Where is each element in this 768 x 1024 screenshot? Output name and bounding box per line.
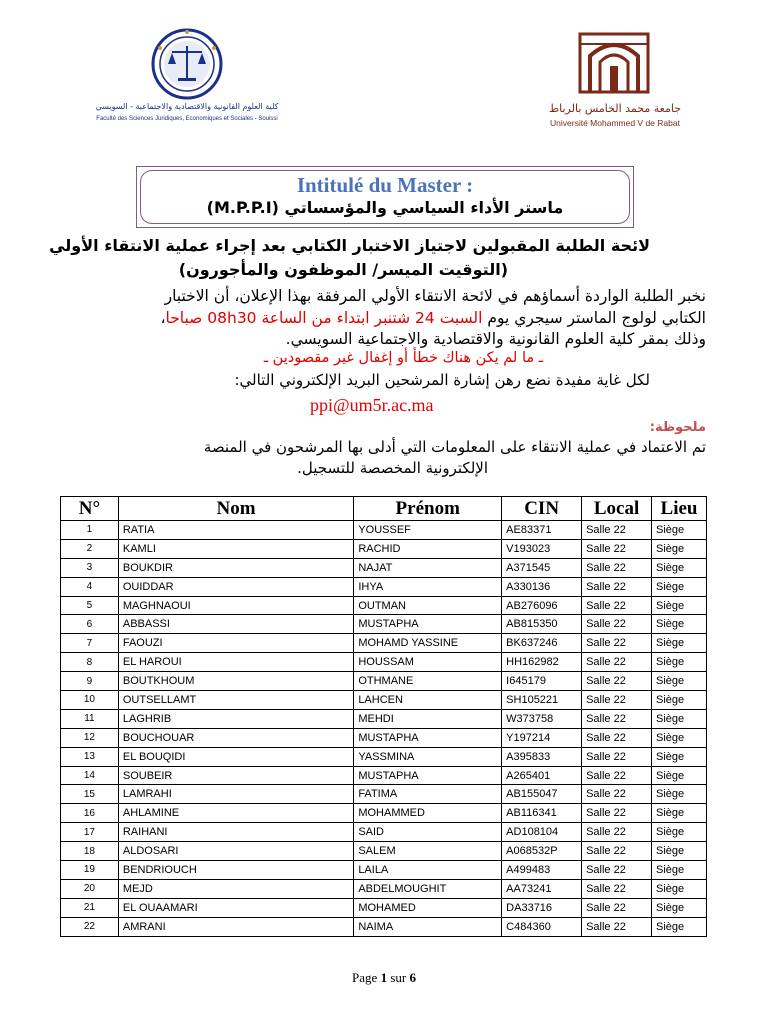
- header-local: Local: [582, 497, 652, 521]
- row-local: Salle 22: [582, 558, 652, 577]
- row-cin: AB155047: [502, 785, 582, 804]
- row-cin: A499483: [502, 861, 582, 880]
- sur-label: sur: [390, 970, 407, 985]
- row-local: Salle 22: [582, 691, 652, 710]
- row-nom: SOUBEIR: [118, 766, 353, 785]
- university-caption-ar: جامعة محمد الخامس بالرباط: [548, 102, 682, 115]
- note-line-2: الإلكترونية المخصصة للتسجيل.: [297, 459, 488, 477]
- table-body: [61, 521, 707, 937]
- row-cin: AB116341: [502, 804, 582, 823]
- row-number: 3: [61, 558, 119, 577]
- row-local: Salle 22: [582, 615, 652, 634]
- row-nom: ABBASSI: [118, 615, 353, 634]
- row-nom: RATIA: [118, 521, 353, 540]
- table-row: [61, 823, 707, 842]
- row-cin: A371545: [502, 558, 582, 577]
- row-prenom: MOHAMMED: [354, 804, 502, 823]
- row-nom: ALDOSARI: [118, 842, 353, 861]
- row-nom: LAGHRIB: [118, 709, 353, 728]
- faculty-caption-fr: Faculté des Sciences Juridiques, Economiques et Sociales - Souissi: [96, 116, 278, 122]
- master-title-inner: [140, 170, 630, 224]
- row-nom: EL BOUQIDI: [118, 747, 353, 766]
- row-prenom: NAIMA: [354, 917, 502, 936]
- row-cin: V193023: [502, 539, 582, 558]
- table-row: [61, 747, 707, 766]
- row-lieu: Siège: [652, 823, 707, 842]
- row-local: Salle 22: [582, 653, 652, 672]
- row-local: Salle 22: [582, 596, 652, 615]
- row-lieu: Siège: [652, 539, 707, 558]
- row-local: Salle 22: [582, 804, 652, 823]
- table-row: [61, 653, 707, 672]
- table-row: [61, 521, 707, 540]
- row-number: 14: [61, 766, 119, 785]
- row-lieu: Siège: [652, 898, 707, 917]
- row-local: Salle 22: [582, 634, 652, 653]
- note-label: ملحوظة:: [649, 420, 706, 435]
- table-row: [61, 634, 707, 653]
- row-number: 10: [61, 691, 119, 710]
- row-prenom: MUSTAPHA: [354, 615, 502, 634]
- row-number: 20: [61, 879, 119, 898]
- row-nom: FAOUZI: [118, 634, 353, 653]
- university-logo: [540, 30, 690, 130]
- row-number: 6: [61, 615, 119, 634]
- row-local: Salle 22: [582, 842, 652, 861]
- row-lieu: Siège: [652, 653, 707, 672]
- row-cin: AE83371: [502, 521, 582, 540]
- row-number: 15: [61, 785, 119, 804]
- row-lieu: Siège: [652, 728, 707, 747]
- announcement-line-2: [160, 309, 706, 327]
- contact-email-link[interactable]: ppi@um5r.ac.ma: [310, 395, 434, 415]
- header-cin: CIN: [502, 497, 582, 521]
- row-cin: C484360: [502, 917, 582, 936]
- announcement-line-2-start: الكتابي لولوج الماستر سيجري يوم: [487, 309, 706, 327]
- row-cin: AB815350: [502, 615, 582, 634]
- header-prenom: Prénom: [354, 497, 502, 521]
- table-row: [61, 842, 707, 861]
- announcement-line-2-end: ،: [160, 309, 166, 327]
- row-lieu: Siège: [652, 596, 707, 615]
- row-cin: Y197214: [502, 728, 582, 747]
- table-row: [61, 596, 707, 615]
- row-number: 11: [61, 709, 119, 728]
- row-lieu: Siège: [652, 672, 707, 691]
- row-cin: AD108104: [502, 823, 582, 842]
- row-local: Salle 22: [582, 747, 652, 766]
- row-prenom: LAHCEN: [354, 691, 502, 710]
- row-lieu: Siège: [652, 861, 707, 880]
- row-lieu: Siège: [652, 691, 707, 710]
- row-prenom: ABDELMOUGHIT: [354, 879, 502, 898]
- row-cin: A265401: [502, 766, 582, 785]
- total-pages: 6: [409, 970, 416, 985]
- row-number: 5: [61, 596, 119, 615]
- contact-text: لكل غاية مفيدة نضع رهن إشارة المرشحين البريد الإلكتروني التالي:: [234, 371, 650, 389]
- table-row: [61, 785, 707, 804]
- row-prenom: FATIMA: [354, 785, 502, 804]
- table-row: [61, 728, 707, 747]
- row-lieu: Siège: [652, 917, 707, 936]
- header-number: N°: [61, 497, 119, 521]
- row-cin: AA73241: [502, 879, 582, 898]
- list-heading: لائحة الطلبة المقبولين لاجتياز الاختبار الكتابي بعد إجراء عملية الانتقاء الأولي: [49, 236, 650, 255]
- row-prenom: SAID: [354, 823, 502, 842]
- university-caption-fr: Université Mohammed V de Rabat: [550, 118, 680, 128]
- row-number: 8: [61, 653, 119, 672]
- header-nom: Nom: [118, 497, 353, 521]
- page-footer: [0, 970, 768, 986]
- row-nom: RAIHANI: [118, 823, 353, 842]
- row-nom: BOUCHOUAR: [118, 728, 353, 747]
- row-number: 2: [61, 539, 119, 558]
- row-prenom: SALEM: [354, 842, 502, 861]
- row-number: 9: [61, 672, 119, 691]
- row-local: Salle 22: [582, 521, 652, 540]
- table-row: [61, 691, 707, 710]
- row-number: 17: [61, 823, 119, 842]
- row-number: 22: [61, 917, 119, 936]
- row-number: 16: [61, 804, 119, 823]
- row-nom: EL HAROUI: [118, 653, 353, 672]
- row-lieu: Siège: [652, 804, 707, 823]
- row-local: Salle 22: [582, 709, 652, 728]
- row-nom: EL OUAAMARI: [118, 898, 353, 917]
- announcement-line-3: وذلك بمقر كلية العلوم القانونية والاقتصادية والاجتماعية السويسي.: [285, 330, 706, 348]
- row-nom: OUIDDAR: [118, 577, 353, 596]
- row-local: Salle 22: [582, 728, 652, 747]
- row-number: 12: [61, 728, 119, 747]
- row-prenom: MOHAMED: [354, 898, 502, 917]
- row-cin: DA33716: [502, 898, 582, 917]
- table-row: [61, 766, 707, 785]
- table-row: [61, 879, 707, 898]
- row-cin: SH105221: [502, 691, 582, 710]
- row-prenom: MUSTAPHA: [354, 766, 502, 785]
- table-row: [61, 709, 707, 728]
- row-lieu: Siège: [652, 521, 707, 540]
- row-nom: MEJD: [118, 879, 353, 898]
- row-nom: BOUKDIR: [118, 558, 353, 577]
- row-lieu: Siège: [652, 615, 707, 634]
- disclaimer: ـ ما لم يكن هناك خطأ أو إغفال غير مقصودين ـ: [263, 350, 543, 366]
- faculty-caption-ar: كلية العلوم القانونية والاقتصادية والاجتماعية - السويسي: [95, 102, 279, 111]
- row-prenom: OTHMANE: [354, 672, 502, 691]
- table-row: [61, 672, 707, 691]
- row-lieu: Siège: [652, 785, 707, 804]
- row-lieu: Siège: [652, 879, 707, 898]
- row-nom: AHLAMINE: [118, 804, 353, 823]
- row-local: Salle 22: [582, 879, 652, 898]
- row-prenom: IHYA: [354, 577, 502, 596]
- row-local: Salle 22: [582, 672, 652, 691]
- row-number: 4: [61, 577, 119, 596]
- row-local: Salle 22: [582, 766, 652, 785]
- row-prenom: HOUSSAM: [354, 653, 502, 672]
- row-local: Salle 22: [582, 785, 652, 804]
- row-local: Salle 22: [582, 577, 652, 596]
- row-cin: BK637246: [502, 634, 582, 653]
- row-cin: W373758: [502, 709, 582, 728]
- row-cin: A330136: [502, 577, 582, 596]
- row-nom: MAGHNAOUI: [118, 596, 353, 615]
- row-local: Salle 22: [582, 539, 652, 558]
- row-prenom: YOUSSEF: [354, 521, 502, 540]
- row-cin: HH162982: [502, 653, 582, 672]
- row-cin: AB276096: [502, 596, 582, 615]
- row-nom: OUTSELLAMT: [118, 691, 353, 710]
- header-lieu: Lieu: [652, 497, 707, 521]
- master-title-box: [136, 166, 634, 228]
- row-nom: AMRANI: [118, 917, 353, 936]
- row-nom: LAMRAHI: [118, 785, 353, 804]
- row-nom: KAMLI: [118, 539, 353, 558]
- faculty-logo: [82, 28, 292, 128]
- row-prenom: OUTMAN: [354, 596, 502, 615]
- table-row: [61, 861, 707, 880]
- row-number: 21: [61, 898, 119, 917]
- list-subheading: (التوقيت الميسر/ الموظفون والمأجورون): [178, 260, 508, 279]
- row-nom: BOUTKHOUM: [118, 672, 353, 691]
- row-prenom: MOHAMD YASSINE: [354, 634, 502, 653]
- row-lieu: Siège: [652, 842, 707, 861]
- row-prenom: YASSMINA: [354, 747, 502, 766]
- faculty-emblem-icon: [148, 28, 226, 100]
- table-row: [61, 804, 707, 823]
- row-number: 1: [61, 521, 119, 540]
- row-lieu: Siège: [652, 766, 707, 785]
- row-prenom: RACHID: [354, 539, 502, 558]
- row-lieu: Siège: [652, 577, 707, 596]
- table-row: [61, 615, 707, 634]
- row-local: Salle 22: [582, 898, 652, 917]
- row-lieu: Siège: [652, 747, 707, 766]
- table-row: [61, 539, 707, 558]
- announcement-line-1: نخبر الطلبة الواردة أسماؤهم في لائحة الانتقاء الأولي المرفقة بهذا الإعلان، أن الاختبار: [164, 287, 706, 305]
- row-local: Salle 22: [582, 917, 652, 936]
- row-local: Salle 22: [582, 861, 652, 880]
- master-name: ماستر الأداء السياسي والمؤسساتي (M.P.P.I): [206, 198, 564, 217]
- row-number: 7: [61, 634, 119, 653]
- row-prenom: MEHDI: [354, 709, 502, 728]
- candidates-table: [60, 496, 707, 937]
- row-lieu: Siège: [652, 558, 707, 577]
- row-lieu: Siège: [652, 634, 707, 653]
- row-cin: A068532P: [502, 842, 582, 861]
- university-emblem-icon: [574, 30, 654, 96]
- master-label: Intitulé du Master :: [296, 173, 474, 197]
- row-prenom: MUSTAPHA: [354, 728, 502, 747]
- row-number: 19: [61, 861, 119, 880]
- table-row: [61, 577, 707, 596]
- row-prenom: LAILA: [354, 861, 502, 880]
- row-number: 18: [61, 842, 119, 861]
- row-local: Salle 22: [582, 823, 652, 842]
- page-number: 1: [380, 970, 388, 985]
- row-cin: A395833: [502, 747, 582, 766]
- page-label: Page: [352, 970, 378, 985]
- table-header-row: [61, 497, 707, 521]
- row-cin: I645179: [502, 672, 582, 691]
- table-row: [61, 917, 707, 936]
- table-row: [61, 898, 707, 917]
- exam-date: السبت 24 شتنبر ابتداء من الساعة 08h30 صباحا: [165, 309, 483, 327]
- table-row: [61, 558, 707, 577]
- row-prenom: NAJAT: [354, 558, 502, 577]
- row-nom: BENDRIOUCH: [118, 861, 353, 880]
- row-number: 13: [61, 747, 119, 766]
- note-line-1: تم الاعتماد في عملية الانتقاء على المعلومات التي أدلى بها المرشحون في المنصة: [203, 438, 706, 456]
- row-lieu: Siège: [652, 709, 707, 728]
